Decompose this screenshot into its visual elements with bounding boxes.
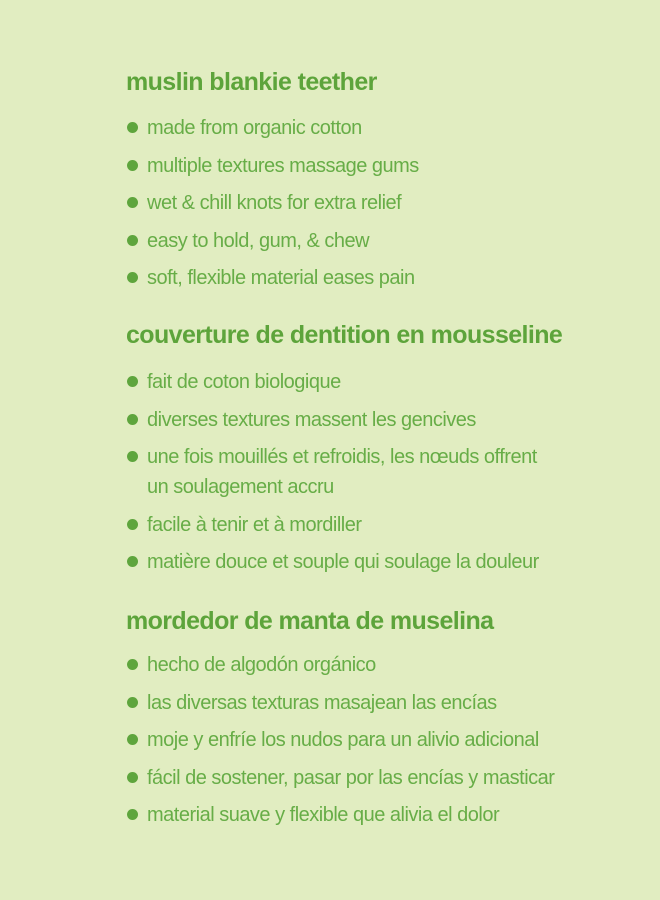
bullet-icon [127, 272, 138, 283]
bullet-icon [127, 451, 138, 462]
list-item [126, 510, 640, 540]
list-item-text: las diversas texturas masajean las encías [147, 691, 497, 714]
feature-list [126, 367, 640, 577]
list-item-text: matière douce et souple qui soulage la douleur [147, 551, 539, 573]
list-item-text: multiple textures massage gums [147, 154, 419, 177]
bullet-icon [127, 122, 138, 133]
section-title: muslin blankie teether [126, 68, 377, 96]
list-item [126, 263, 640, 293]
section-title: mordedor de manta de muselina [126, 607, 494, 635]
bullet-icon [127, 659, 138, 670]
bullet-icon [127, 809, 138, 820]
spanish-section [126, 606, 640, 838]
list-item [126, 725, 640, 755]
bullet-icon [127, 376, 138, 387]
list-item-text: hecho de algodón orgánico [147, 654, 376, 676]
list-item [126, 188, 640, 218]
bullet-icon [127, 235, 138, 246]
french-section [126, 320, 640, 585]
list-item [126, 113, 640, 143]
list-item-text: facile à tenir et à mordiller [147, 513, 362, 536]
list-item [126, 800, 640, 830]
list-item [126, 688, 640, 718]
bullet-icon [127, 556, 138, 567]
list-item [126, 442, 537, 502]
list-item-text: soft, flexible material eases pain [147, 267, 415, 289]
feature-list [126, 650, 640, 830]
list-item [126, 763, 640, 793]
list-item [126, 650, 640, 680]
list-item [126, 367, 640, 397]
list-item [126, 405, 640, 435]
bullet-icon [127, 519, 138, 530]
list-item [126, 547, 640, 577]
list-item-text: wet & chill knots for extra relief [147, 192, 402, 214]
list-item-text: material suave y flexible que alivia el dolor [147, 804, 500, 826]
bullet-icon [127, 734, 138, 745]
list-item-text: une fois mouillés et refroidis, les nœuds offrent un soulagement accru [147, 446, 537, 498]
bullet-icon [127, 197, 138, 208]
feature-list [126, 113, 640, 293]
list-item [126, 151, 640, 181]
bullet-icon [127, 414, 138, 425]
list-item-text: diverses textures massent les gencives [147, 408, 476, 431]
bullet-icon [127, 697, 138, 708]
list-item [126, 226, 640, 256]
list-item-text: fait de coton biologique [147, 371, 341, 393]
bullet-icon [127, 772, 138, 783]
english-section [126, 67, 640, 301]
section-title: couverture de dentition en mousseline [126, 321, 563, 349]
list-item-text: made from organic cotton [147, 117, 362, 139]
list-item-text: easy to hold, gum, & chew [147, 229, 370, 252]
list-item-text: fácil de sostener, pasar por las encías y masticar [147, 766, 555, 789]
list-item-text: moje y enfríe los nudos para un alivio adicional [147, 729, 539, 751]
bullet-icon [127, 160, 138, 171]
